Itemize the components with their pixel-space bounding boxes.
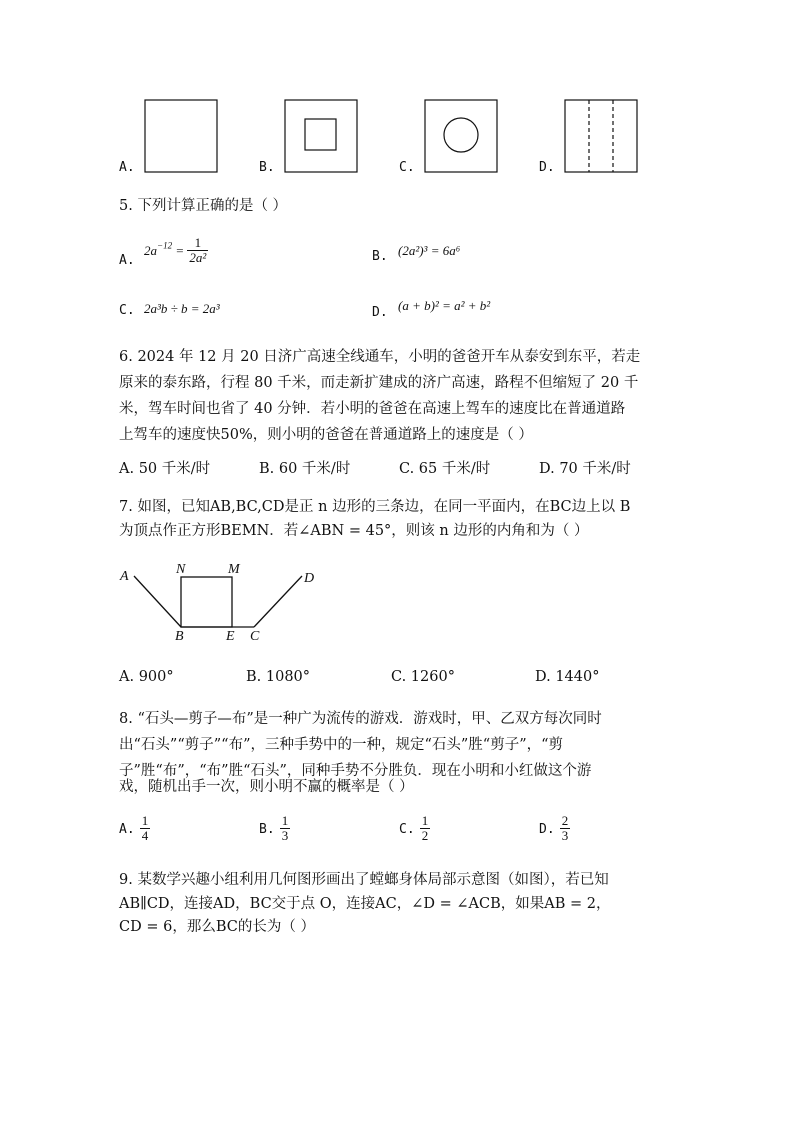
q5-option-d: (a + b)² = a² + b² (398, 298, 491, 313)
q8-d-label: D. (539, 822, 555, 837)
q7-figure (116, 558, 326, 644)
q4-option-b-label: B. (259, 160, 275, 175)
q8-line-1: 8. “石头—剪子—布”是一种广为流传的游戏．游戏时，甲、乙双方每次同时 (119, 711, 602, 727)
label-a: A (120, 569, 129, 584)
q8-line-3: 子”胜“布”，“布”胜“石头”，同种手势不分胜负．现在小明和小红做这个游 (119, 763, 592, 779)
q6-option-d: D. 70 千米/时 (539, 461, 631, 477)
q4-option-d-label: D. (539, 160, 555, 175)
q5-a-eq: = (172, 243, 188, 258)
q8-d-denominator: 3 (561, 828, 569, 843)
q8-c-numerator: 1 (421, 813, 429, 828)
q4-figure-c (424, 99, 500, 173)
outer-square (145, 100, 217, 172)
q6-line-3: 米，驾车时间也省了 40 分钟．若小明的爸爸在高速上驾车的速度比在普通道路 (119, 401, 626, 417)
segment-cd (254, 576, 302, 627)
q5-a-denominator: 2a² (189, 250, 207, 265)
q5-stem: 5. 下列计算正确的是（ ） (119, 198, 288, 214)
q8-a-label: A. (119, 822, 135, 837)
q5-a-lhs: 2a (144, 243, 157, 258)
q9-line-3: CD = 6，那么BC的长为（ ） (119, 919, 315, 935)
q5-option-a-label: A. (119, 253, 135, 268)
q6-option-a: A. 50 千米/时 (119, 461, 211, 477)
label-b: B (175, 629, 184, 644)
segment-ab (134, 576, 181, 627)
q7-line-2: 为顶点作正方形BEMN．若∠ABN = 45°，则该 n 边形的内角和为（ ） (119, 523, 589, 539)
q8-c-label: C. (399, 822, 415, 837)
label-n: N (176, 562, 186, 577)
q4-figure-a (144, 99, 220, 173)
q5-option-b-label: B. (372, 249, 388, 264)
q9-line-1: 9. 某数学兴趣小组利用几何图形画出了螳螂身体局部示意图（如图），若已知 (119, 872, 609, 888)
q7-option-c: C. 1260° (391, 669, 455, 685)
inner-circle (444, 118, 478, 152)
q8-option-c (399, 814, 430, 843)
q8-b-label: B. (259, 822, 275, 837)
q5-option-a (144, 236, 208, 265)
q4-figure-d (564, 99, 640, 173)
q8-c-denominator: 2 (421, 828, 429, 843)
q8-option-b (259, 814, 290, 843)
q7-option-d: D. 1440° (535, 669, 600, 685)
q4-option-a-label: A. (119, 160, 135, 175)
q6-option-c: C. 65 千米/时 (399, 461, 491, 477)
q5-option-c-label: C. (119, 303, 135, 318)
inner-square (305, 119, 336, 150)
label-e: E (226, 629, 235, 644)
q8-a-numerator: 1 (141, 813, 149, 828)
label-c: C (250, 629, 260, 644)
q4-option-c-label: C. (399, 160, 415, 175)
outer-square (425, 100, 497, 172)
q5-option-b: (2a²)³ = 6a⁶ (398, 243, 461, 258)
q8-line-2: 出“石头”“剪子”“布”，三种手势中的一种，规定“石头”胜“剪子”，“剪 (119, 737, 564, 753)
q8-b-fraction (280, 814, 291, 843)
q7-line-1: 7. 如图，已知AB,BC,CD是正 n 边形的三条边，在同一平面内，在BC边上以 B (119, 499, 631, 515)
q5-a-fraction (187, 236, 208, 265)
q4-figure-b (284, 99, 360, 173)
q8-d-fraction (560, 814, 571, 843)
q8-b-denominator: 3 (281, 828, 289, 843)
square-bemn (181, 577, 232, 627)
q8-option-a (119, 814, 150, 843)
q5-a-exponent: −12 (157, 240, 173, 251)
q5-a-numerator: 1 (187, 236, 208, 251)
q9-line-2: AB∥CD，连接AD，BC交于点 O，连接AC，∠D = ∠ACB，如果AB = 2， (119, 896, 611, 912)
label-d: D (304, 571, 315, 586)
q8-a-fraction (140, 814, 151, 843)
q8-line-4: 戏，随机出手一次，则小明不赢的概率是（ ） (119, 779, 414, 795)
q6-line-1: 6. 2024 年 12 月 20 日济广高速全线通车，小明的爸爸开车从泰安到东平，若走 (119, 349, 641, 365)
q5-option-d-label: D. (372, 305, 388, 320)
q5-option-c: 2a³b ÷ b = 2a³ (144, 301, 220, 316)
q8-c-fraction (420, 814, 431, 843)
q6-line-2: 原来的泰东路，行程 80 千米，而走新扩建成的济广高速，路程不但缩短了 20 千 (119, 375, 639, 391)
q7-option-a: A. 900° (119, 669, 174, 685)
q8-option-d (539, 814, 570, 843)
q8-b-numerator: 1 (281, 813, 289, 828)
q8-a-denominator: 4 (141, 828, 149, 843)
q6-option-b: B. 60 千米/时 (259, 461, 351, 477)
q6-line-4: 上驾车的速度快50%，则小明的爸爸在普通道路上的速度是（ ） (119, 427, 533, 443)
q7-option-b: B. 1080° (246, 669, 311, 685)
outer-square (565, 100, 637, 172)
q8-d-numerator: 2 (561, 813, 569, 828)
label-m: M (228, 562, 240, 577)
outer-square (285, 100, 357, 172)
